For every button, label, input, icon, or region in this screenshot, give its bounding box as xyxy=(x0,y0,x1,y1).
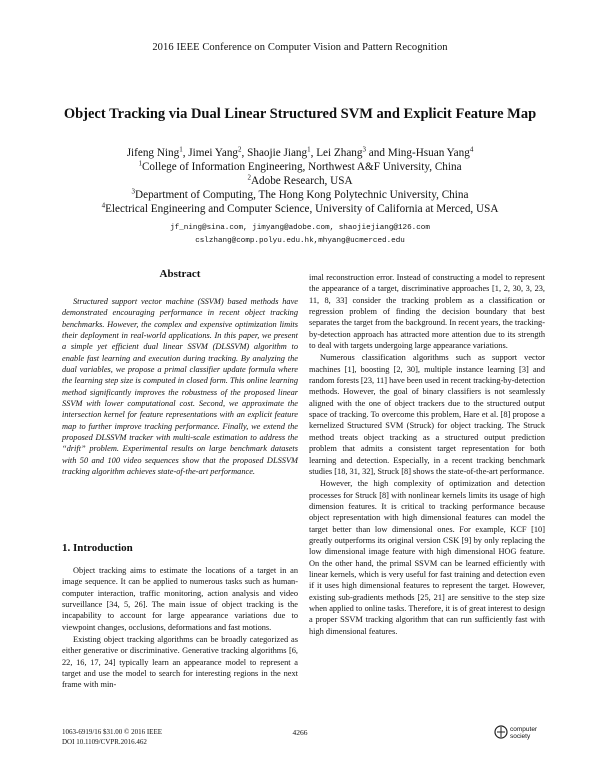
intro-body xyxy=(62,565,298,691)
affil-sup: 3 xyxy=(362,145,366,154)
author-names: Jifeng Ning$^1$, Jimei Yang$^2$, Shaojie Jiang$^1$, Lei Zhang$^3$ and Ming-Hsuan Yang$^4$ xyxy=(126,145,474,159)
logo-text xyxy=(510,726,537,740)
paragraph: Object tracking aims to estimate the locations of a target in an image sequence. It can be applied to numerous tasks such as human-computer interaction, traffic monitoring, action analysis and video surveillance [34, 5, 26]. The main issue of object tracking is the incapability to account for large appearance variations due to viewpoint changes, occlusions, deformations and fast motions. xyxy=(62,566,298,632)
computer-society-logo xyxy=(492,718,548,746)
affil-sup: 2 xyxy=(247,173,251,182)
author-name: Ming-Hsuan Yang xyxy=(387,147,470,159)
email-block xyxy=(0,222,600,248)
abstract-text: Structured support vector machine (SSVM) based methods have demonstrated encouraging performance in recent object tracking benchmarks. However, the complex and expensive optimization limits their deployment in real-world applications. In this paper, we present a simple yet efficient dual linear SSVM (DLSSVM) algorithm to enable fast learning and execution during tracking. By analyzing the dual variables, we propose a primal classifier update formula where the learning step size is computed in closed form. This online learning method significantly improves the robustness of the proposed linear SSVM with lower computational cost. Second, we approximate the intersection kernel for feature representations with an explicit feature map to further improve tracking performance. Finally, we extend the proposed DLSSVM tracker with multi-scale estimation to address the “drift” problem. Experimental results on large benchmark datasets with 50 and 100 video sequences show that the proposed DLSSVM tracking algorithm achieves state-of-the-art performance. xyxy=(62,297,298,477)
affil-sup: 4 xyxy=(469,145,474,154)
affiliation xyxy=(0,160,600,174)
affil-sup: 2 xyxy=(238,145,242,154)
affiliation xyxy=(0,202,600,216)
conference-header: 2016 IEEE Conference on Computer Vision and Pattern Recognition xyxy=(152,42,448,53)
paragraph: imal reconstruction error. Instead of constructing a model to represent the appearance of a target, discriminative approaches [1, 2, 30, 3, 23, 11, 8, 33] consider the tracking problem as a classification or regression problem of finding the decision boundary that best separates the target from the background. In recent years, the tracking-by-detection approach has attracted more attention due to its strength to deal with targets undergoing large appearance variations. xyxy=(309,273,545,351)
author-name: Shaojie Jiang xyxy=(247,147,308,159)
affil-sup: 4 xyxy=(101,201,106,210)
author-name: Jimei Yang xyxy=(188,147,239,159)
page-number: 4266 xyxy=(292,728,308,737)
doi-line: DOI 10.1109/CVPR.2016.462 xyxy=(62,737,147,746)
author-name: Lei Zhang xyxy=(316,147,363,159)
logo-line: society xyxy=(510,733,531,740)
affil-sup: 3 xyxy=(131,187,136,196)
paragraph: Numerous classification algorithms such as support vector machines [1], boosting [2, 30], multiple instance learning [3] and random forests [23, 11] have been used in recent tracking-by-detection methods. However, the goal of binary classifiers is not seamlessly aligned with the one of object trackers due to the structured output space of tracking. To overcome this problem, Hare et al. [8] propose a kernelized Structured SVM (Struck) for object tracking. The Struck method treats object tracking as a structured output prediction problem that admits a consistent target representation for both learning and detection. Especially, in a recent tracking benchmark studies [18, 31, 32], Struck [8] shows the state-of-the-art performance. xyxy=(309,353,546,476)
intro-heading: 1. Introduction xyxy=(62,542,133,554)
affiliation-text: Electrical Engineering and Computer Science, University of California at Merced, USA xyxy=(105,203,499,215)
logo-line: computer xyxy=(510,726,538,733)
author-block xyxy=(0,146,600,216)
copyright-line: 1063-6919/16 $31.00 © 2016 IEEE xyxy=(62,728,163,736)
affil-sup: 1 xyxy=(307,145,311,154)
paragraph: Existing object tracking algorithms can be broadly categorized as either generative or discriminative. Generative tracking algorithms [6, 22, 16, 17, 24] typically learn an appearance model to represent a target and use the model to search for interesting regions in the next frame with min- xyxy=(62,635,298,690)
paragraph: However, the high complexity of optimization and detection processes for Struck [8] with nonlinear kernels limits its usage of high dimension features. It is critical to tracking performance because object representation with high dimensional features can model the target better than low dimensional ones. For example, KCF [10] greatly outperforms its original version CSK [9] by only replacing the low dimensional image feature with high dimensional HOG feature. On the other hand, the primal SSVM can be learned efficiently with linear kernels, which is very useful for fast training and detection even if it uses high dimensional features to represent the target. However, existing sub-gradients methods [25, 21] are sensitive to the step size when applied to online tasks. Therefore, it is of great interest to design a proper SSVM tracking algorithm that can run sufficiently fast with high dimensional features. xyxy=(309,479,545,636)
affil-sup: 1 xyxy=(179,145,183,154)
affiliation xyxy=(0,174,600,188)
affiliation-text: Adobe Research, USA xyxy=(250,175,353,187)
affiliation xyxy=(0,188,600,202)
author-name: Jifeng Ning xyxy=(126,147,180,159)
email-line: jf_ning@sina.com, jimyang@adobe.com, shaojiejiang@126.com xyxy=(170,224,430,232)
abstract-body xyxy=(62,296,298,478)
computer-society-icon xyxy=(494,724,508,740)
email-line: cslzhang@comp.polyu.edu.hk,mhyang@ucmerced.edu xyxy=(195,237,405,245)
abstract-heading: Abstract xyxy=(159,268,201,280)
right-column xyxy=(309,272,545,637)
paper-title: Object Tracking via Dual Linear Structured SVM and Explicit Feature Map xyxy=(63,106,537,122)
affiliation-text: College of Information Engineering, Northwest A&F University, China xyxy=(141,161,462,173)
affil-sup: 1 xyxy=(138,159,142,168)
affiliation-text: Department of Computing, The Hong Kong Polytechnic University, China xyxy=(135,189,469,201)
